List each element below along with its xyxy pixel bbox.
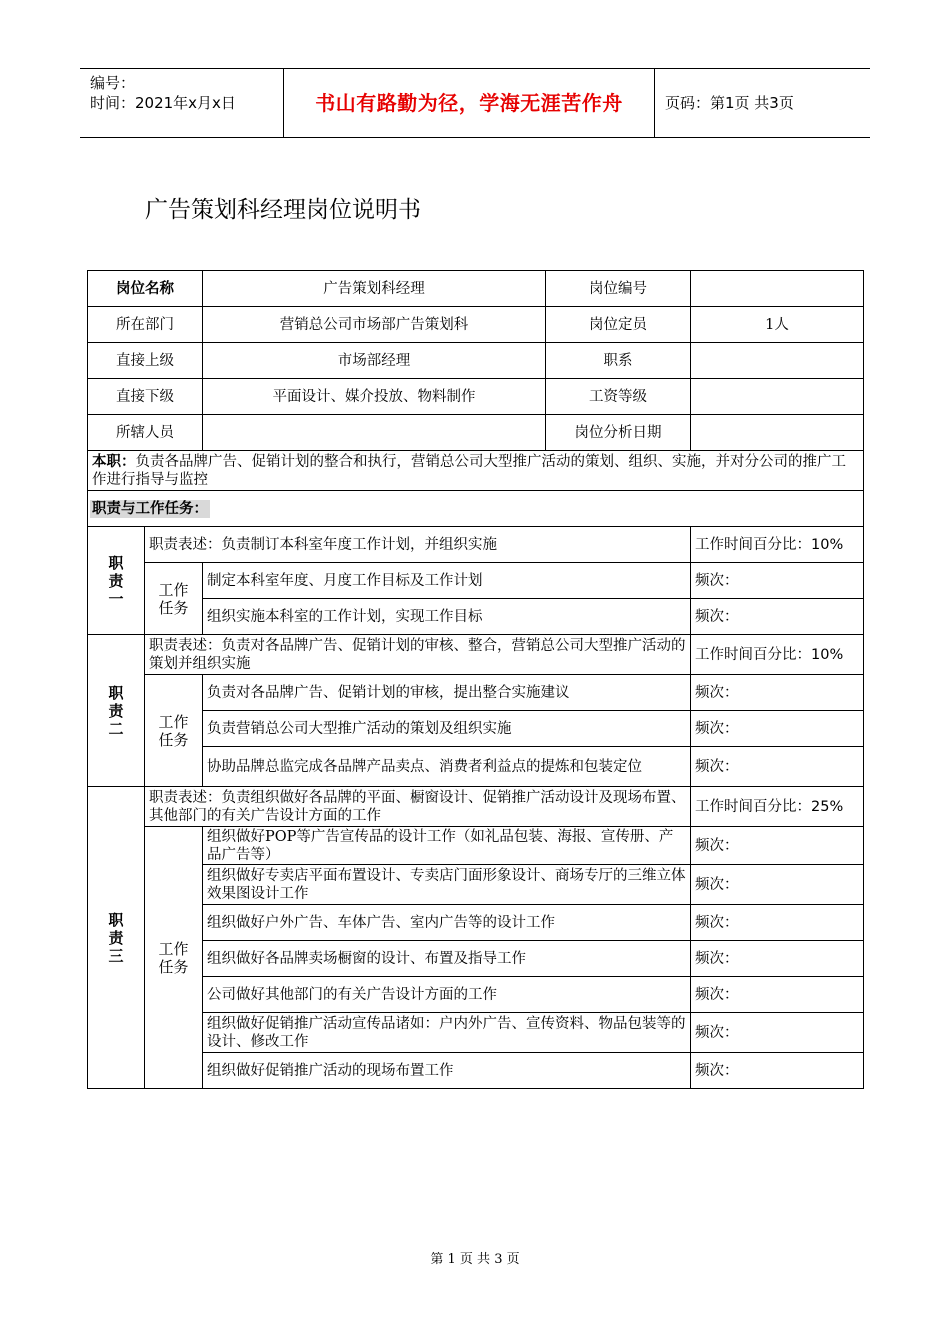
duty-desc: 职责表述：负责对各品牌广告、促销计划的审核、整合，营销总公司大型推广活动的策划并组织实施: [145, 635, 691, 675]
time-line: 时间：2021年x月x日: [90, 94, 236, 112]
task-frequency: 频次：: [691, 675, 864, 711]
task-frequency: 频次：: [691, 1053, 864, 1089]
job-description-table: [87, 270, 864, 1089]
duty-desc-row: [88, 527, 864, 563]
task-text: 组织做好促销推广活动的现场布置工作: [203, 1053, 691, 1089]
task-row: [88, 563, 864, 599]
grade-value: [691, 379, 864, 415]
series-value: [691, 343, 864, 379]
position-code-value: [691, 271, 864, 307]
department-value: 营销总公司市场部广告策划科: [203, 307, 546, 343]
task-text: 组织做好专卖店平面布置设计、专卖店门面形象设计、商场专厅的三维立体效果图设计工作: [203, 865, 691, 905]
core-label: 本职：: [92, 453, 136, 470]
task-text: 组织做好户外广告、车体广告、室内广告等的设计工作: [203, 905, 691, 941]
staff-value: [203, 415, 546, 451]
basic-row: [88, 379, 864, 415]
task-frequency: 频次：: [691, 1013, 864, 1053]
basic-row: [88, 415, 864, 451]
duty-label: 职 责 二: [88, 635, 145, 787]
task-text: 组织做好促销推广活动宣传品诸如：户内外广告、宣传资料、物品包装等的设计、修改工作: [203, 1013, 691, 1053]
task-frequency: 频次：: [691, 599, 864, 635]
task-frequency: 频次：: [691, 563, 864, 599]
basic-row: [88, 343, 864, 379]
duty-time-percent: 工作时间百分比：25%: [691, 787, 864, 827]
header-divider: [654, 69, 655, 137]
page-footer: 第 1 页 共 3 页: [430, 1252, 520, 1267]
tasks-label: 工作 任务: [145, 827, 203, 1089]
task-row: [88, 977, 864, 1013]
task-text: 组织实施本科室的工作计划，实现工作目标: [203, 599, 691, 635]
duties-heading: 职责与工作任务：: [92, 500, 208, 517]
duty-desc: 职责表述：负责制订本科室年度工作计划，并组织实施: [145, 527, 691, 563]
task-text: 制定本科室年度、月度工作目标及工作计划: [203, 563, 691, 599]
series-label: 职系: [546, 343, 691, 379]
task-frequency: 频次：: [691, 977, 864, 1013]
core-row: [88, 451, 864, 491]
task-text: 公司做好其他部门的有关广告设计方面的工作: [203, 977, 691, 1013]
number-label: 编号：: [90, 74, 136, 92]
task-text: 组织做好POP等广告宣传品的设计工作（如礼品包装、海报、宣传册、产品广告等）: [203, 827, 691, 865]
tasks-label: 工作 任务: [145, 675, 203, 787]
task-row: [88, 599, 864, 635]
task-frequency: 频次：: [691, 827, 864, 865]
header-meta: [90, 73, 236, 113]
task-frequency: 频次：: [691, 941, 864, 977]
grade-label: 工资等级: [546, 379, 691, 415]
basic-row: [88, 271, 864, 307]
task-row: [88, 675, 864, 711]
staff-label: 所辖人员: [88, 415, 203, 451]
analysis-date-label: 岗位分析日期: [546, 415, 691, 451]
headcount-value: 1人: [691, 307, 864, 343]
task-row: [88, 941, 864, 977]
task-frequency: 频次：: [691, 747, 864, 787]
duty-label: 职 责 三: [88, 787, 145, 1089]
duties-heading-row: [88, 491, 864, 527]
task-text: 负责营销总公司大型推广活动的策划及组织实施: [203, 711, 691, 747]
header-motto: 书山有路勤为径，学海无涯苦作舟: [315, 91, 623, 115]
tasks-label: 工作 任务: [145, 563, 203, 635]
duty-desc-row: [88, 787, 864, 827]
duty-label: 职 责 一: [88, 527, 145, 635]
analysis-date-value: [691, 415, 864, 451]
task-row: [88, 865, 864, 905]
document-title: 广告策划科经理岗位说明书: [145, 197, 421, 223]
task-row: [88, 905, 864, 941]
subordinate-label: 直接下级: [88, 379, 203, 415]
task-row: [88, 711, 864, 747]
position-name-label: 岗位名称: [88, 271, 203, 307]
basic-row: [88, 307, 864, 343]
task-text: 负责对各品牌广告、促销计划的审核，提出整合实施建议: [203, 675, 691, 711]
duties-heading-cell: [88, 491, 864, 527]
task-row: [88, 747, 864, 787]
task-frequency: 频次：: [691, 711, 864, 747]
core-duty: [88, 451, 864, 491]
task-text: 协助品牌总监完成各品牌产品卖点、消费者利益点的提炼和包装定位: [203, 747, 691, 787]
department-label: 所在部门: [88, 307, 203, 343]
task-row: [88, 827, 864, 865]
task-frequency: 频次：: [691, 865, 864, 905]
task-row: [88, 1013, 864, 1053]
superior-label: 直接上级: [88, 343, 203, 379]
task-text: 组织做好各品牌卖场橱窗的设计、布置及指导工作: [203, 941, 691, 977]
duty-desc: 职责表述：负责组织做好各品牌的平面、橱窗设计、促销推广活动设计及现场布置、其他部门的有关广告设计方面的工作: [145, 787, 691, 827]
page-header: [80, 68, 870, 138]
position-code-label: 岗位编号: [546, 271, 691, 307]
superior-value: 市场部经理: [203, 343, 546, 379]
task-row: [88, 1053, 864, 1089]
duty-desc-row: [88, 635, 864, 675]
task-frequency: 频次：: [691, 905, 864, 941]
page-info: 页码：第1页 共3页: [665, 94, 794, 112]
position-name-value: 广告策划科经理: [203, 271, 546, 307]
core-text: 负责各品牌广告、促销计划的整合和执行，营销总公司大型推广活动的策划、组织、实施，并对分公司的推广工作进行指导与监控: [92, 453, 846, 488]
subordinate-value: 平面设计、媒介投放、物料制作: [203, 379, 546, 415]
headcount-label: 岗位定员: [546, 307, 691, 343]
duty-time-percent: 工作时间百分比：10%: [691, 527, 864, 563]
duty-time-percent: 工作时间百分比：10%: [691, 635, 864, 675]
